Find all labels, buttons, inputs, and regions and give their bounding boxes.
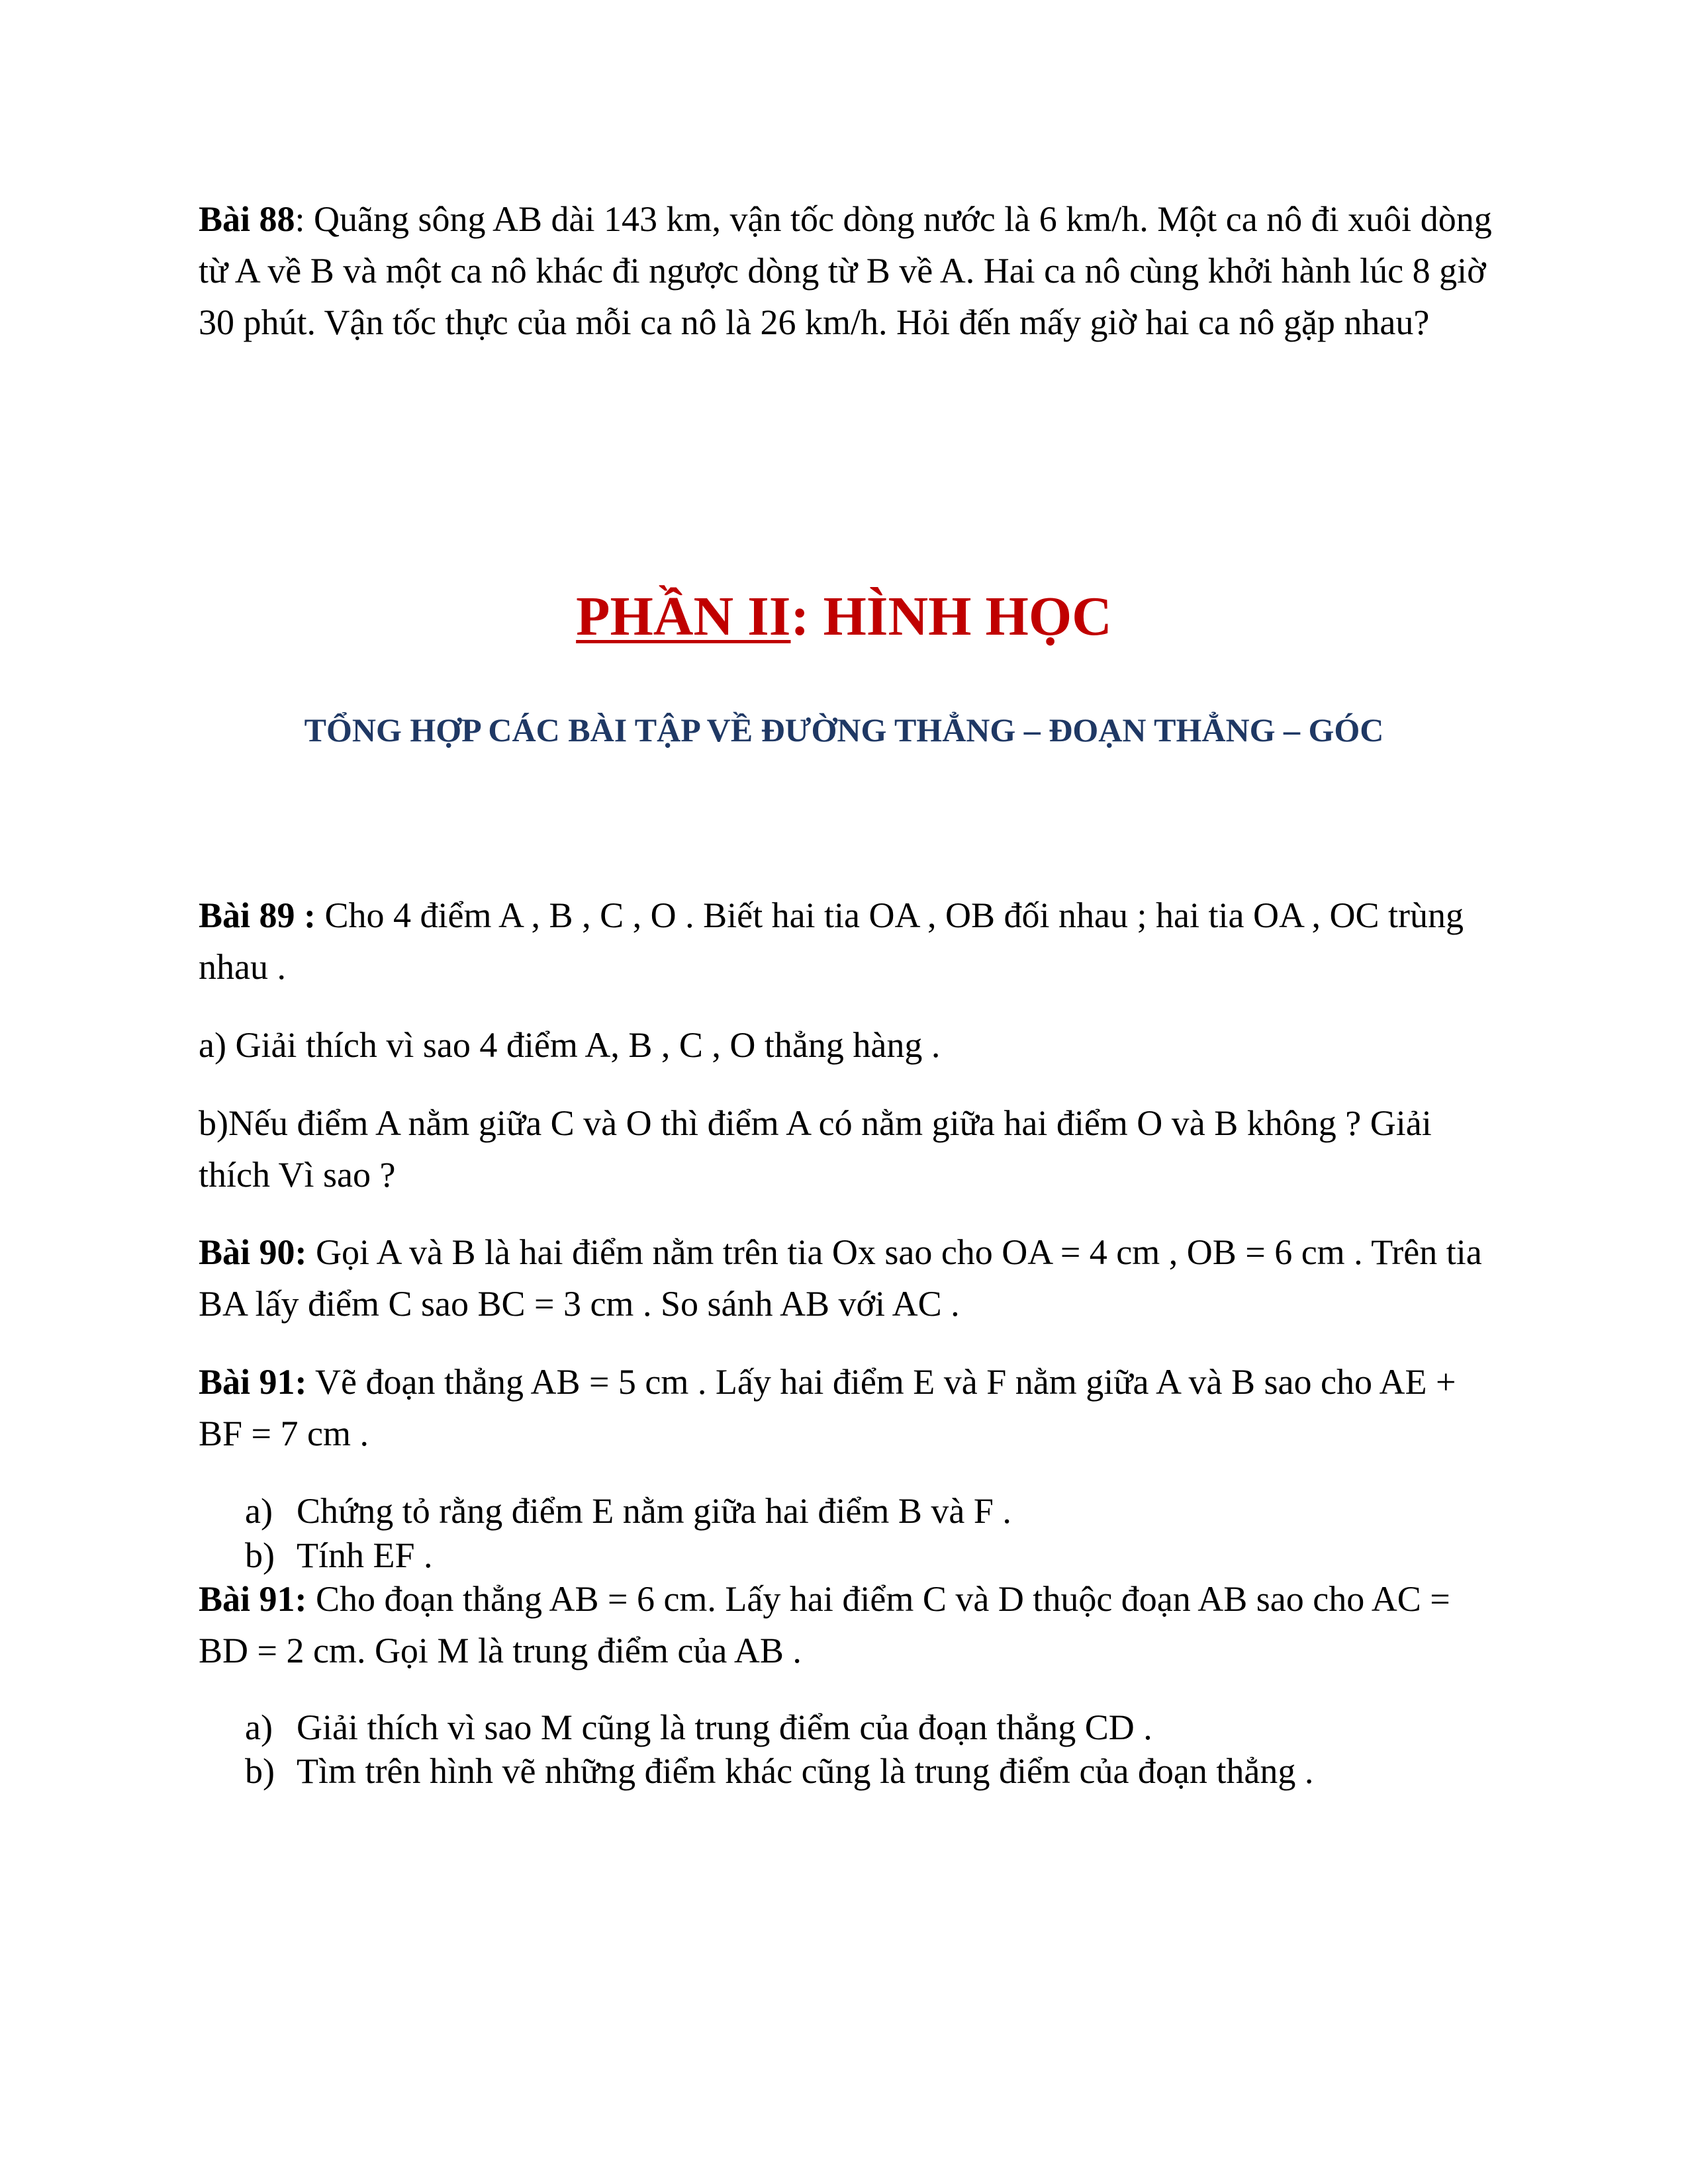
list-item [245, 1704, 1503, 1751]
problem-90-text: Gọi A và B là hai điểm nằm trên tia Ox sao cho OA = 4 cm , OB = 6 cm . Trên tia BA lấy điểm C sao BC = 3 cm . So sánh AB với AC . [199, 1232, 1482, 1324]
section-subtitle: TỔNG HỢP CÁC BÀI TẬP VỀ ĐƯỜNG THẲNG – ĐOẠN THẲNG – GÓC [304, 711, 1384, 749]
list-item-text: Tính EF . [297, 1535, 433, 1575]
problem-89-text: Cho 4 điểm A , B , C , O . Biết hai tia OA , OB đối nhau ; hai tia OA , OC trùng nhau . [199, 895, 1464, 987]
problem-88 [199, 193, 1496, 348]
list-item-text: Chứng tỏ rằng điểm E nằm giữa hai điểm B và F . [297, 1491, 1011, 1531]
list-item [245, 1748, 1503, 1794]
problem-91-second-label: Bài 91: [199, 1579, 307, 1619]
list-item-text: Giải thích vì sao M cũng là trung điểm của đoạn thẳng CD . [297, 1707, 1152, 1747]
list-marker: a) [245, 1491, 273, 1531]
problem-91-first-label: Bài 91: [199, 1362, 307, 1402]
problem-89 [199, 889, 1496, 993]
section-title-rest: : HÌNH HỌC [790, 586, 1112, 647]
list-marker: b) [245, 1535, 275, 1575]
problem-90-label: Bài 90: [199, 1232, 307, 1272]
problem-89-part-a: a) Giải thích vì sao 4 điểm A, B , C , O thẳng hàng . [199, 1025, 941, 1065]
problem-91-second [199, 1573, 1496, 1676]
list-item-text: Tìm trên hình vẽ những điểm khác cũng là trung điểm của đoạn thẳng . [297, 1751, 1314, 1791]
section-title [0, 580, 1688, 653]
section-title-part: PHẦN II [576, 586, 791, 647]
problem-88-label: Bài 88 [199, 199, 295, 239]
problem-91-first [199, 1356, 1496, 1459]
problem-91-first-text: Vẽ đoạn thẳng AB = 5 cm . Lấy hai điểm E và F nằm giữa A và B sao cho AE + BF = 7 cm . [199, 1362, 1456, 1453]
list-marker: a) [245, 1707, 273, 1747]
problem-91-second-text: Cho đoạn thẳng AB = 6 cm. Lấy hai điểm C và D thuộc đoạn AB sao cho AC = BD = 2 cm. Gọi M là trung điểm của AB . [199, 1579, 1450, 1670]
problem-88-text: : Quãng sông AB dài 143 km, vận tốc dòng nước là 6 km/h. Một ca nô đi xuôi dòng từ A về B và một ca nô khác đi ngược dòng từ B về A. Hai ca nô cùng khởi hành lúc 8 giờ 30 phút. Vận tốc thực của mỗi ca nô là 26 km/h. Hỏi đến mấy giờ hai ca nô gặp nhau? [199, 199, 1492, 342]
list-item [245, 1532, 1503, 1578]
problem-89-part-b: b)Nếu điểm A nằm giữa C và O thì điểm A có nằm giữa hai điểm O và B không ? Giải thích Vì sao ? [199, 1103, 1432, 1195]
list-marker: b) [245, 1751, 275, 1791]
list-item [245, 1488, 1503, 1534]
problem-89-label: Bài 89 : [199, 895, 316, 935]
problem-90 [199, 1226, 1496, 1330]
